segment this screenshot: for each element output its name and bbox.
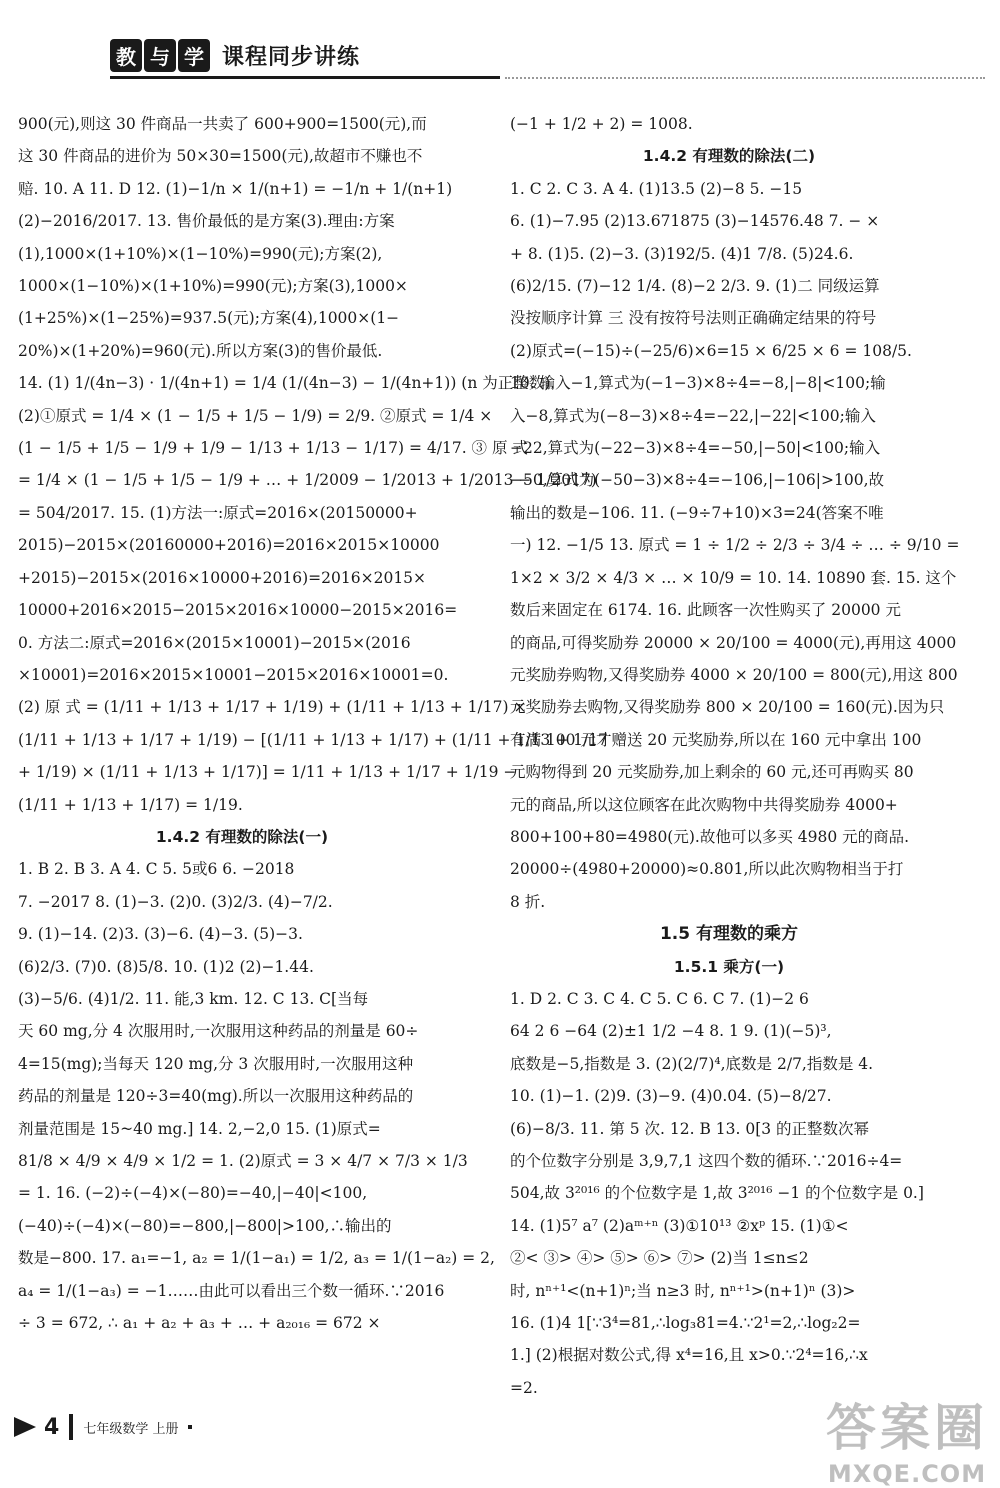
answer-line: 药品的剂量是 120÷3=40(mg).所以一次服用这种药品的 [18, 1087, 414, 1106]
answer-line: 元的商品,所以这位顾客在此次购物中共得奖励券 4000+ [510, 795, 898, 814]
answer-line: (1/11 + 1/13 + 1/17) = 1/19. [18, 795, 243, 814]
answer-line: 剂量范围是 15~40 mg.] 14. 2,−2,0 15. (1)原式= [18, 1119, 381, 1138]
answer-line: ÷ 3 = 672, ∴ a₁ + a₂ + a₃ + … + a₂₀₁₆ = 672 × [18, 1314, 381, 1333]
answer-line: 1000×(1−10%)×(1+10%)=990(元);方案(3),1000× [18, 277, 408, 296]
watermark-text: 答案圈 [826, 1399, 988, 1457]
answer-line: 0. 方法二:原式=2016×(2015×10001)−2015×(2016 [18, 633, 411, 652]
answer-line: 10. 输入−1,算式为(−1−3)×8÷4=−8,|−8|<100;输 [510, 374, 886, 393]
answer-line: 4=15(mg);当每天 120 mg,分 3 次服用时,一次服用这种 [18, 1054, 414, 1073]
answer-line: 数是−800. 17. a₁=−1, a₂ = 1/(1−a₁) = 1/2, a₃ = 1/(1−a₂) = 2, [18, 1249, 495, 1268]
answer-line: (6)2/3. (7)0. (8)5/8. 10. (1)2 (2)−1.44. [18, 957, 314, 976]
answer-line: 16. (1)4 1[∵3⁴=81,∴log₃81=4.∵2¹=2,∴log₂2= [510, 1314, 861, 1333]
answer-line: 输出的数是−106. 11. (−9÷7+10)×3=24(答案不唯 [510, 503, 884, 522]
arrow-icon [14, 1417, 36, 1437]
answer-line: +2015)−2015×(2016×10000+2016)=2016×2015× [18, 568, 427, 587]
book-title: 七年级数学 上册 [83, 1421, 179, 1437]
answer-line: 504,故 3²⁰¹⁶ 的个位数字是 1,故 3²⁰¹⁶ −1 的个位数字是 0.] [510, 1184, 924, 1203]
series-title: 课程同步讲练 [222, 44, 361, 70]
answer-line: 元奖励券购物,又得奖励券 4000 × 20/100 = 800(元),用这 800 [510, 665, 958, 684]
answer-line: (2) 原 式 = (1/11 + 1/13 + 1/17 + 1/19) + (1/11 + 1/13 + 1/17) × [18, 698, 527, 717]
answer-line: (2)①原式 = 1/4 × (1 − 1/5 + 1/5 − 1/9) = 2/9. ②原式 = 1/4 × [18, 406, 493, 425]
answer-line: 6. (1)−7.95 (2)13.671875 (3)−14576.48 7. − × [510, 212, 880, 231]
section-heading: 1.5 有理数的乘方 [659, 924, 799, 945]
answer-line: 10000+2016×2015−2015×2016×10000−2015×2016= [18, 601, 458, 620]
answer-line: 的商品,可得奖励券 20000 × 20/100 = 4000(元),再用这 4000 [510, 633, 957, 652]
answer-line: −22,算式为(−22−3)×8÷4=−50,|−50|<100;输入 [510, 439, 881, 458]
answer-line: (1),1000×(1+10%)×(1−10%)=990(元);方案(2), [18, 244, 383, 263]
answer-line: (1+25%)×(1−25%)=937.5(元);方案(4),1000×(1− [18, 309, 400, 328]
answer-line: (−40)÷(−4)×(−80)=−800,|−800|>100,∴输出的 [18, 1216, 392, 1235]
answer-line: =2. [510, 1378, 538, 1397]
answer-line: 没按顺序计算 三 没有按符号法则正确确定结果的符号 [510, 309, 877, 328]
subsection-heading: 1.5.1 乘方(一) [673, 957, 785, 976]
footer-dot [188, 1425, 192, 1429]
page-footer [14, 1412, 192, 1442]
answer-line: 20000÷(4980+20000)≈0.801,所以此次购物相当于打 [510, 860, 904, 879]
answer-line: (1 − 1/5 + 1/5 − 1/9 + 1/9 − 1/13 + 1/13 − 1/17) = 4/17. ③ 原 式 [18, 439, 528, 458]
answer-line: (1/11 + 1/13 + 1/17 + 1/19) − [(1/11 + 1/13 + 1/17) + (1/11 + 1/13 + 1/17 [18, 730, 608, 749]
answer-line: (2)−2016/2017. 13. 售价最低的是方案(3).理由:方案 [18, 212, 395, 231]
answer-line: 14. (1)5⁷ a⁷ (2)aᵐ⁺ⁿ (3)①10¹³ ②xᵖ 15. (1)①< [510, 1216, 849, 1235]
answer-line: 赔. 10. A 11. D 12. (1)−1/n × 1/(n+1) = −1/n + 1/(n+1) [18, 179, 453, 198]
answer-line: 时, nⁿ⁺¹<(n+1)ⁿ;当 n≥3 时, nⁿ⁺¹>(n+1)ⁿ (3)> [510, 1281, 856, 1300]
answer-line: = 504/2017. 15. (1)方法一:原式=2016×(20150000+ [18, 503, 418, 522]
answer-line: 2015)−2015×(20160000+2016)=2016×2015×10000 [18, 536, 440, 555]
answer-line: 9. (1)−14. (2)3. (3)−6. (4)−3. (5)−3. [18, 925, 303, 944]
answer-line: ×10001)=2016×2015×10001−2015×2016×10001=0. [18, 665, 449, 684]
answer-line: 1. D 2. C 3. C 4. C 5. C 6. C 7. (1)−2 6 [510, 989, 809, 1008]
watermark-url: MXQE.COM [827, 1460, 987, 1488]
answer-line: + 1/19) × (1/11 + 1/13 + 1/17)] = 1/11 + 1/13 + 1/17 + 1/19 − [18, 763, 517, 782]
answer-line: 这 30 件商品的进价为 50×30=1500(元),故超市不赚也不 [18, 147, 423, 166]
answer-line: (2)原式=(−15)÷(−25/6)×6=15 × 6/25 × 6 = 108/5. [510, 341, 912, 360]
watermark [826, 1388, 988, 1488]
answer-line: −50,算式为(−50−3)×8÷4=−106,|−106|>100,故 [510, 471, 884, 490]
subsection-heading: 1.4.2 有理数的除法(二) [642, 147, 816, 166]
answer-line: = 1. 16. (−2)÷(−4)×(−80)=−40,|−40|<100, [18, 1184, 368, 1203]
page-header [0, 0, 1000, 110]
subsection-heading: 1.4.2 有理数的除法(一) [155, 827, 329, 846]
answer-line: 元购物得到 20 元奖励券,加上剩余的 60 元,还可再购买 80 [510, 763, 914, 782]
answer-line: 1. C 2. C 3. A 4. (1)13.5 (2)−8 5. −15 [510, 179, 803, 198]
series-logo [110, 38, 360, 72]
answer-line: a₄ = 1/(1−a₃) = −1……由此可以看出三个数一循环.∵2016 [18, 1281, 445, 1300]
answer-line: 的个位数字分别是 3,9,7,1 这四个数的循环.∵2016÷4= [510, 1152, 903, 1170]
logo-char: 学 [178, 39, 210, 72]
answer-line: 元奖励券去购物,又得奖励券 800 × 20/100 = 160(元).因为只 [510, 698, 945, 717]
header-rule [110, 76, 500, 79]
answer-line: 1. B 2. B 3. A 4. C 5. 5或6 6. −2018 [18, 860, 295, 879]
answer-line: 7. −2017 8. (1)−3. (2)0. (3)2/3. (4)−7/2. [18, 892, 333, 911]
answer-line: + 8. (1)5. (2)−3. (3)192/5. (4)1 7/8. (5)24.6. [510, 244, 854, 263]
answer-line: 有满 100 元才赠送 20 元奖励券,所以在 160 元中拿出 100 [510, 730, 922, 749]
answer-line: = 1/4 × (1 − 1/5 + 1/5 − 1/9 + … + 1/2009 − 1/2013 + 1/2013 − 1/2017) [18, 471, 597, 490]
answer-column-right [510, 108, 960, 1404]
page-number: 4 [44, 1414, 60, 1440]
answer-line: ②< ③> ④> ⑤> ⑥> ⑦> (2)当 1≤n≤2 [510, 1249, 809, 1268]
answer-line: 800+100+80=4980(元).故他可以多买 4980 元的商品. [510, 827, 910, 846]
answer-line: 81/8 × 4/9 × 4/9 × 1/2 = 1. (2)原式 = 3 × 4/7 × 7/3 × 1/3 [18, 1152, 468, 1170]
answer-line: (6)2/15. (7)−12 1/4. (8)−2 2/3. 9. (1)二 同级运算 [510, 277, 880, 296]
answer-line: 64 2 6 −64 (2)±1 1/2 −4 8. 1 9. (1)(−5)³, [510, 1022, 832, 1041]
footer-divider [69, 1414, 73, 1440]
answer-line: 数后来固定在 6174. 16. 此顾客一次性购买了 20000 元 [510, 601, 901, 620]
answer-line: 14. (1) 1/(4n−3) · 1/(4n+1) = 1/4 (1/(4n−3) − 1/(4n+1)) (n 为正整数). [18, 374, 556, 393]
answer-line: 900(元),则这 30 件商品一共卖了 600+900=1500(元),而 [18, 115, 427, 133]
logo-char: 教 [110, 39, 142, 72]
answer-line: 底数是−5,指数是 3. (2)(2/7)⁴,底数是 2/7,指数是 4. [510, 1054, 874, 1073]
header-dotted-rule [505, 77, 985, 79]
answer-line: 1×2 × 3/2 × 4/3 × … × 10/9 = 10. 14. 10890 套. 15. 这个 [510, 568, 957, 587]
answer-line: 20%)×(1+20%)=960(元).所以方案(3)的售价最低. [18, 341, 383, 360]
answer-line: 天 60 mg,分 4 次服用时,一次服用这种药品的剂量是 60÷ [18, 1022, 419, 1041]
answer-line: (3)−5/6. (4)1/2. 11. 能,3 km. 12. C 13. C[当每 [18, 989, 369, 1008]
answer-line: 8 折. [510, 892, 546, 911]
answer-line: 10. (1)−1. (2)9. (3)−9. (4)0.04. (5)−8/27. [510, 1087, 832, 1106]
answer-line: (−1 + 1/2 + 2) = 1008. [510, 115, 693, 133]
answer-line: 入−8,算式为(−8−3)×8÷4=−22,|−22|<100;输入 [510, 406, 876, 425]
answer-line: 一) 12. −1/5 13. 原式 = 1 ÷ 1/2 ÷ 2/3 ÷ 3/4 ÷ … ÷ 9/10 = [510, 536, 960, 555]
logo-char: 与 [144, 39, 176, 72]
answer-line: 1.] (2)根据对数公式,得 x⁴=16,且 x>0.∵2⁴=16,∴x [510, 1346, 868, 1365]
answer-line: (6)−8/3. 11. 第 5 次. 12. B 13. 0[3 的正整数次幂 [510, 1119, 870, 1138]
